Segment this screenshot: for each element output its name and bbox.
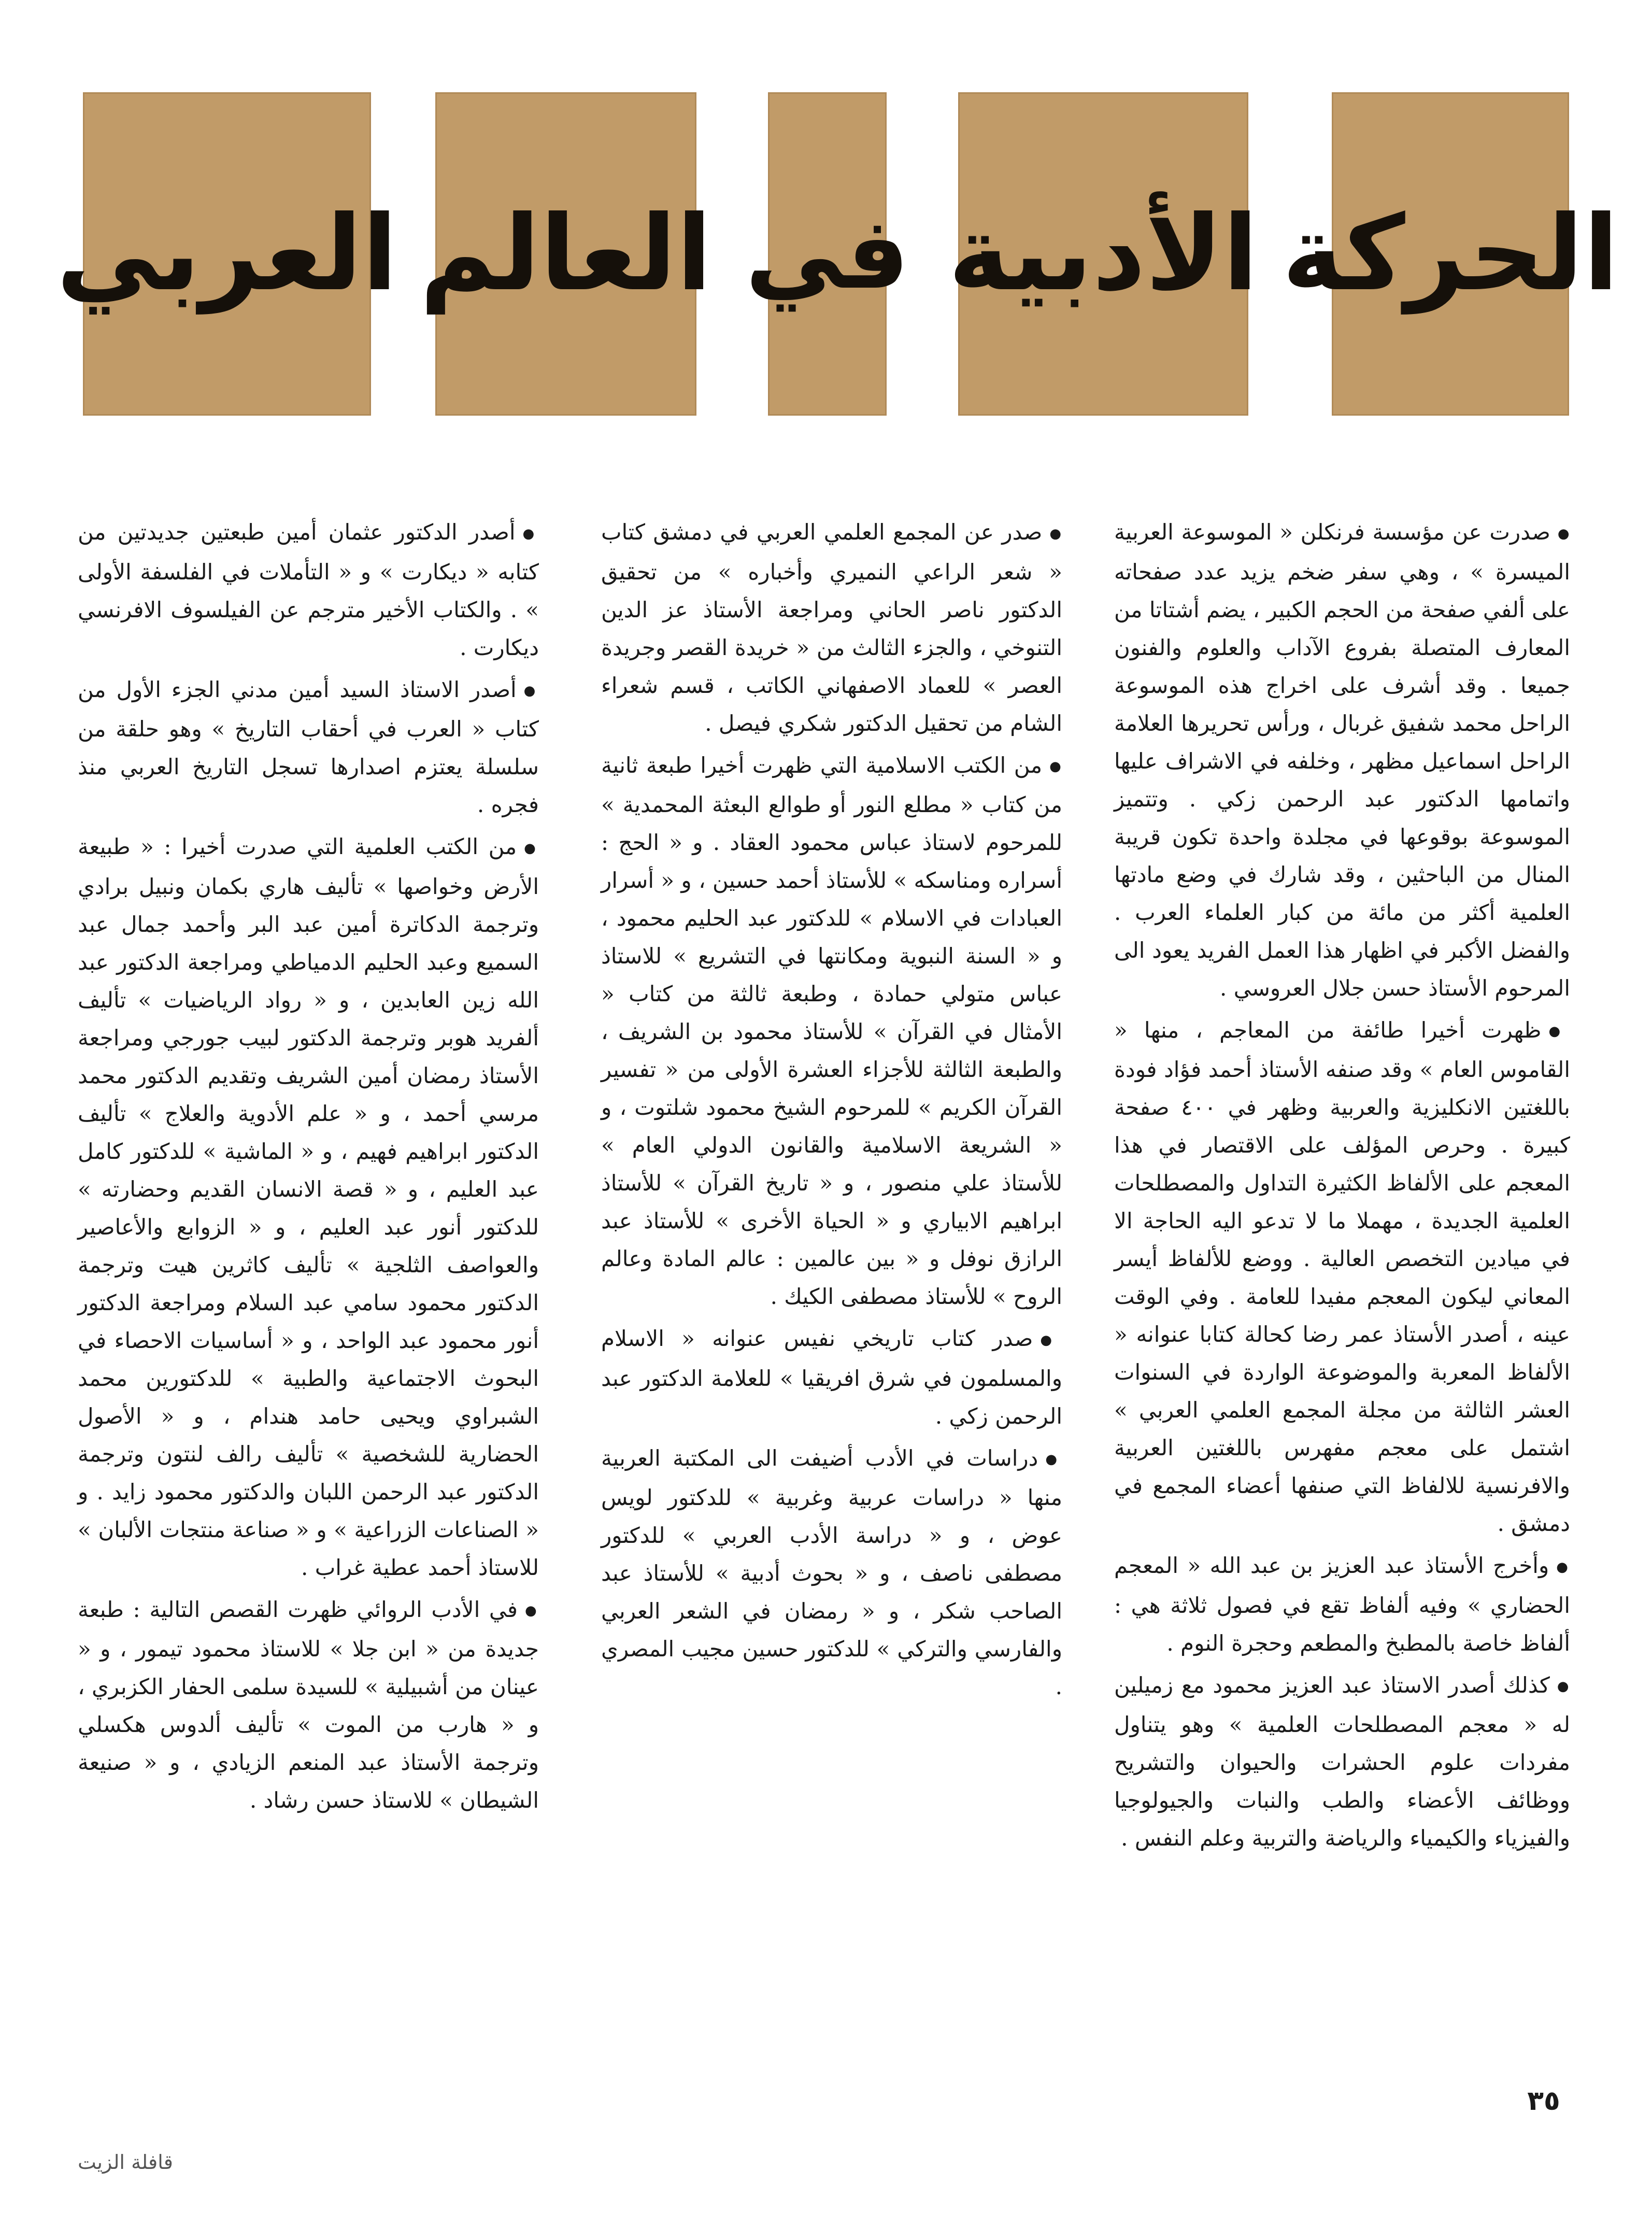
news-item (601, 1319, 1062, 1435)
title-word: الحركة (1282, 193, 1619, 314)
bullet-icon: ● (524, 840, 539, 856)
title-tile (56, 92, 398, 416)
title-word: في (745, 196, 909, 311)
bullet-icon: ● (1557, 526, 1571, 542)
title-tile (745, 92, 909, 416)
news-item-text: صدر عن المجمع العلمي العربي في دمشق كتاب « شعر الراعي النميري وأخباره » من تحقيق الدكتور ناصر الحاني ومراجعة الأستاذ عز الدين التنوخي ، والجزء الثالث من « خريدة القصر وجريدة العصر » للعماد الاصفهاني الكاتب ، قسم شعراء الشام من تحقيل الدكتور شكري فيصل . (601, 519, 1062, 736)
news-item (1114, 513, 1570, 1007)
title-word: العربي (56, 193, 398, 314)
bullet-icon: ● (1049, 759, 1062, 774)
news-item-text: أصدر الدكتور عثمان أمين طبعتين جديدتين من كتابه « ديكارت » و « التأملات في الفلسفة الأولى » . والكتاب الأخير مترجم عن الفيلسوف الافرنسي ديكارت . (78, 519, 539, 660)
bullet-icon: ● (1040, 1332, 1063, 1348)
bullet-icon: ● (1548, 1024, 1570, 1039)
magazine-title: قافلة الزيت (78, 2151, 173, 2174)
title-word: العالم (420, 193, 712, 314)
title-tile (420, 92, 712, 416)
news-item (78, 513, 539, 666)
bullet-icon: ● (1557, 1679, 1571, 1694)
title-banner (56, 92, 1619, 416)
article-column-middle (601, 513, 1062, 2047)
article-column-left (78, 513, 539, 2047)
title-tile (948, 92, 1259, 416)
news-item-text: وأخرج الأستاذ عبد العزيز بن عبد الله « المعجم الحضاري » وفيه ألفاظ تقع في فصول ثلاثة هي : ألفاظ خاصة بالمطبخ والمطعم وحجرة النوم . (1114, 1553, 1570, 1656)
title-word: الأدبية (948, 193, 1259, 314)
news-item-text: في الأدب الروائي ظهرت القصص التالية : طبعة جديدة من « ابن جلا » للاستاذ محمود تيمور ، و « عينان من أشبيلية » للسيدة سلمى الحفار الكزبري ، و « هارب من الموت » تأليف ألدوس هكسلي وترجمة الأستاذ عبد المنعم الزيادي ، و « صنيعة الشيطان » للاستاذ حسن رشاد . (78, 1596, 539, 1813)
news-item (601, 513, 1062, 742)
news-item (601, 1439, 1062, 1706)
news-item (78, 1591, 539, 1820)
news-item-text: صدر كتاب تاريخي نفيس عنوانه « الاسلام والمسلمون في شرق افريقيا » للعلامة الدكتور عبد الرحمن زكي . (601, 1326, 1062, 1429)
news-item (78, 671, 539, 824)
article-column-right (1114, 513, 1570, 2047)
news-item-text: كذلك أصدر الاستاذ عبد العزيز محمود مع زميلين له « معجم المصطلحات العلمية » وهو يتناول مفردات علوم الحشرات والحيوان والتشريح ووظائف الأعضاء والطب والنبات والجيولوجيا والفيزياء والكيمياء والرياضة والتربية وعلم النفس . (1114, 1672, 1570, 1851)
news-item-text: ظهرت أخيرا طائفة من المعاجم ، منها « القاموس العام » وقد صنفه الأستاذ أحمد فؤاد فودة باللغتين الانكليزية والعربية وظهر في ٤٠٠ صفحة كبيرة . وحرص المؤلف على الاقتصار في هذا المعجم على الألفاظ الكثيرة التداول والمصطلحات العلمية الجديدة ، مهملا ما لا تدعو اليه الحاجة الا في ميادين التخصص العالية . ووضع للألفاظ أيسر المعاني ليكون المعجم مفيدا للعامة . وفي الوقت عينه ، أصدر الأستاذ عمر رضا كحالة كتابا عنوانه « الألفاظ المعربة والموضوعة الواردة في السنوات العشر الثالثة من مجلة المجمع العلمي العربي » اشتمل على معجم مفهرس باللغتين العربية والافرنسية للالفاظ التي صنفها أعضاء المجمع في دمشق . (1114, 1017, 1570, 1536)
news-item-text: صدرت عن مؤسسة فرنكلن « الموسوعة العربية الميسرة » ، وهي سفر ضخم يزيد عدد صفحاته على ألفي صفحة من الحجم الكبير ، يضم أشتاتا من المعارف المتصلة بفروع الآداب والعلوم والفنون جميعا . وقد أشرف على اخراج هذه الموسوعة الراحل محمد شفيق غربال ، ورأس تحريرها العلامة الراحل اسماعيل مظهر ، وخلفه في الاشراف عليها واتمامها الدكتور عبد الرحمن زكي . وتتميز الموسوعة بوقوعها في مجلدة واحدة تكون قريبة المنال من الباحثين ، وقد شارك في وضع مادتها العلمية أكثر من مائة من كبار العلماء العرب . والفضل الأكبر في اظهار هذا العمل الفريد يعود الى المرحوم الأستاذ حسن جلال العروسي . (1114, 519, 1570, 1001)
news-item (1114, 1666, 1570, 1857)
bullet-icon: ● (1045, 1452, 1062, 1467)
news-item (1114, 1011, 1570, 1543)
news-item (1114, 1546, 1570, 1662)
bullet-icon: ● (525, 1603, 539, 1619)
bullet-icon: ● (523, 683, 539, 699)
news-item-text: أصدر الاستاذ السيد أمين مدني الجزء الأول من كتاب « العرب في أحقاب التاريخ » وهو حلقة من سلسلة يعتزم اصدارها تسجل التاريخ العربي منذ فجره . (78, 676, 539, 817)
news-item-text: من الكتب العلمية التي صدرت أخيرا : « طبيعة الأرض وخواصها » تأليف هاري بكمان ونبيل برادي وترجمة الدكاترة أمين عبد البر وأحمد جمال عبد السميع وعبد الحليم الدمياطي ومراجعة الدكتور عبد الله زين العابدين ، و « رواد الرياضيات » تأليف ألفريد هوبر وترجمة الدكتور لبيب جورجي ومراجعة الأستاذ رمضان أمين الشريف وتقديم الدكتور محمد مرسي أحمد ، و « علم الأدوية والعلاج » تأليف الدكتور ابراهيم فهيم ، و « الماشية » للدكتور كامل عبد العليم ، و « قصة الانسان القديم وحضارته » للدكتور أنور عبد العليم ، و « الزوابع والأعاصير والعواصف الثلجية » تأليف كاثرين هيت وترجمة الدكتور محمود سامي عبد السلام ومراجعة الدكتور أنور محمود عبد الواحد ، و « أساسيات الاحصاء في البحوث الاجتماعية والطبية » للدكتورين محمد الشبراوي ويحيى حامد هندام ، و « الأصول الحضارية للشخصية » تأليف رالف لنتون وترجمة الدكتور عبد الرحمن اللبان والدكتور محمود زايد . و « الصناعات الزراعية » و « صناعة منتجات الألبان » للاستاذ أحمد عطية غراب . (78, 834, 539, 1580)
news-item (78, 828, 539, 1586)
news-item (601, 746, 1062, 1316)
news-item-text: من الكتب الاسلامية التي ظهرت أخيرا طبعة ثانية من كتاب « مطلع النور أو طوالع البعثة المحمدية » للمرحوم لاستاذ عباس محمود العقاد . و « الحج : أسراره ومناسكه » للأستاذ أحمد حسين ، و « أسرار العبادات في الاسلام » للدكتور عبد الحليم محمود ، و « السنة النبوية ومكانتها في التشريع » للاستاذ عباس متولي حمادة ، وطبعة ثالثة من كتاب « الأمثال في القرآن » للأستاذ محمود بن الشريف ، والطبعة الثالثة للأجزاء العشرة الأولى من « تفسير القرآن الكريم » للمرحوم الشيخ محمود شلتوت ، و « الشريعة الاسلامية والقانون الدولي العام » للأستاذ علي منصور ، و « تاريخ القرآن » للأستاذ ابراهيم الابياري و « الحياة الأخرى » للأستاذ عبد الرازق نوفل و « بين عالمين : عالم المادة وعالم الروح » للأستاذ مصطفى الكيك . (601, 752, 1062, 1309)
news-item-text: دراسات في الأدب أضيفت الى المكتبة العربية منها « دراسات عربية وغربية » للدكتور لويس عوض ، و « دراسة الأدب العربي » للدكتور مصطفى ناصف ، و « بحوث أدبية » للأستاذ عبد الصاحب شكر ، و « رمضان في الشعر العربي والفارسي والتركي » للدكتور حسين مجيب المصري . (601, 1445, 1062, 1699)
bullet-icon: ● (1556, 1559, 1570, 1575)
bullet-icon: ● (522, 526, 539, 542)
page-number: ٣٥ (1527, 2085, 1560, 2117)
bullet-icon: ● (1049, 526, 1063, 542)
title-tile (1282, 92, 1619, 416)
